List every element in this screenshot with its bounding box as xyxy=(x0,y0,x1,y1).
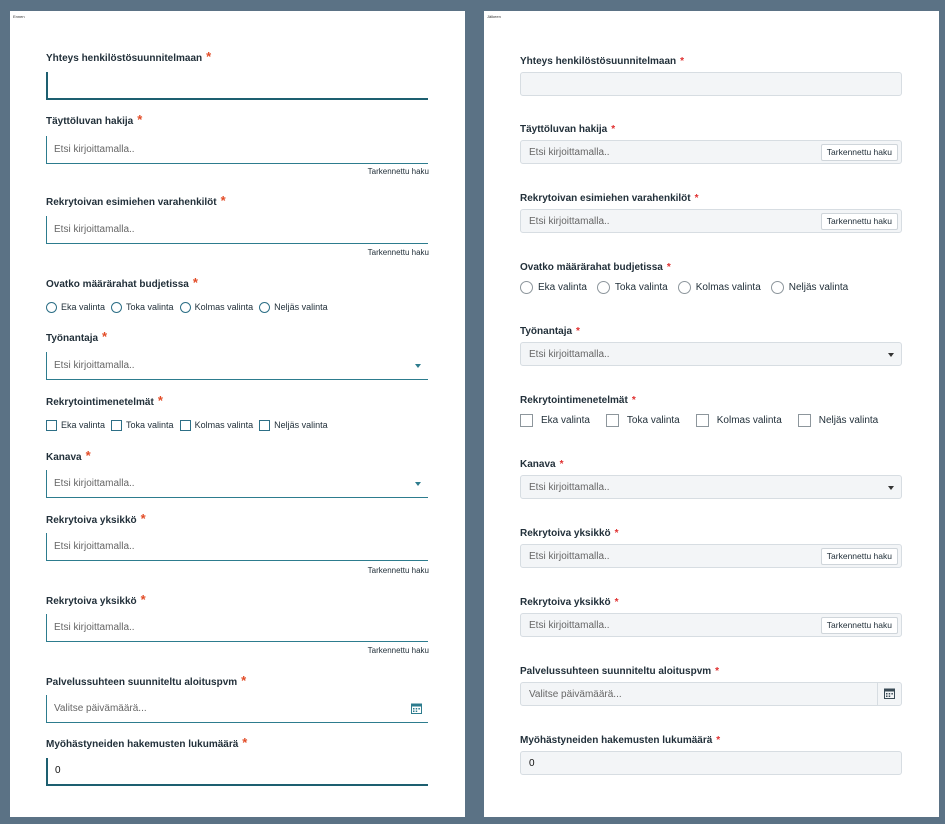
option-label: Eka valinta xyxy=(538,281,587,293)
before-form-panel xyxy=(10,11,465,817)
tayttoluvan-hakija-input[interactable] xyxy=(46,136,428,164)
option-label: Kolmas valinta xyxy=(695,281,761,293)
field-yhteys xyxy=(520,55,910,97)
required-asterisk: * xyxy=(192,275,198,290)
field-tyonantaja xyxy=(520,325,910,367)
field-label: Palvelussuhteen suunniteltu aloituspvm * xyxy=(46,673,247,688)
rekrytoiva-yksikko-input-2[interactable] xyxy=(520,613,902,637)
option-label: Neljäs valinta xyxy=(274,420,328,430)
field-label: Myöhästyneiden hakemusten lukumäärä * xyxy=(46,735,248,750)
advanced-search-button[interactable]: Tarkennettu haku xyxy=(821,213,898,230)
advanced-search-link[interactable]: Tarkennettu haku xyxy=(367,167,429,176)
radio-option[interactable] xyxy=(180,301,254,313)
option-label: Toka valinta xyxy=(614,281,668,293)
radio-option[interactable] xyxy=(771,281,848,294)
field-rekrytoiva-yksikko-2 xyxy=(520,596,910,638)
checkbox-option[interactable] xyxy=(180,419,254,431)
chevron-down-icon[interactable] xyxy=(415,482,421,486)
calendar-button[interactable] xyxy=(877,683,901,705)
field-myohastyneet xyxy=(46,735,436,788)
field-maararahat xyxy=(46,275,436,318)
checkbox-option[interactable] xyxy=(520,414,590,427)
yhteys-input[interactable] xyxy=(520,72,902,96)
required-asterisk: * xyxy=(220,193,226,208)
after-form-panel xyxy=(484,11,939,817)
required-asterisk: * xyxy=(559,459,564,470)
checkbox-option[interactable] xyxy=(798,414,878,427)
input-placeholder: Etsi kirjoittamalla.. xyxy=(54,144,135,155)
advanced-search-button[interactable]: Tarkennettu haku xyxy=(821,548,898,565)
radio-button[interactable] xyxy=(520,281,533,294)
field-label: Rekrytoivan esimiehen varahenkilöt * xyxy=(520,193,699,204)
field-label: Rekrytointimenetelmät * xyxy=(46,393,163,408)
field-rekrytoiva-yksikko-1 xyxy=(46,511,436,578)
required-asterisk: * xyxy=(137,112,143,127)
option-label: Toka valinta xyxy=(126,420,174,430)
field-label: Myöhästyneiden hakemusten lukumäärä * xyxy=(520,735,721,746)
required-asterisk: * xyxy=(157,393,163,408)
option-label: Toka valinta xyxy=(626,414,680,426)
field-aloituspvm xyxy=(46,673,436,726)
option-label: Eka valinta xyxy=(61,302,106,312)
advanced-search-link[interactable]: Tarkennettu haku xyxy=(367,646,429,655)
kanava-dropdown[interactable] xyxy=(520,475,902,499)
option-label: Neljäs valinta xyxy=(818,414,879,426)
checkbox-option[interactable] xyxy=(259,419,328,431)
option-label: Toka valinta xyxy=(126,302,174,312)
field-rekrytointimenetelmat xyxy=(520,394,910,434)
radio-button[interactable] xyxy=(259,302,270,313)
checkbox[interactable] xyxy=(520,414,533,427)
input-placeholder: Valitse päivämäärä... xyxy=(54,703,147,714)
chevron-down-icon[interactable] xyxy=(888,486,894,490)
field-kanava xyxy=(46,448,436,501)
checkbox-option[interactable] xyxy=(111,419,174,431)
field-rekrytointimenetelmat xyxy=(46,393,436,436)
option-label: Kolmas valinta xyxy=(194,302,254,312)
rekrytoiva-yksikko-input-1[interactable] xyxy=(520,544,902,568)
required-asterisk: * xyxy=(85,448,91,463)
varahenkilot-input[interactable] xyxy=(520,209,902,233)
input-placeholder: Etsi kirjoittamalla.. xyxy=(529,482,610,493)
radio-group xyxy=(520,281,858,294)
advanced-search-link[interactable]: Tarkennettu haku xyxy=(367,248,429,257)
chevron-down-icon[interactable] xyxy=(888,353,894,357)
option-label: Kolmas valinta xyxy=(716,414,782,426)
radio-option[interactable] xyxy=(259,301,328,313)
myohastyneet-number-input[interactable] xyxy=(520,751,902,775)
rekrytoiva-yksikko-input-2[interactable] xyxy=(46,614,428,642)
input-placeholder: Etsi kirjoittamalla.. xyxy=(54,622,135,633)
myohastyneet-number-input[interactable] xyxy=(46,758,428,786)
checkbox[interactable] xyxy=(46,420,57,431)
tayttoluvan-hakija-input[interactable] xyxy=(520,140,902,164)
field-label: Ovatko määrärahat budjetissa * xyxy=(520,262,671,273)
required-asterisk: * xyxy=(716,735,721,746)
radio-option[interactable] xyxy=(111,301,174,313)
field-rekrytoiva-yksikko-1 xyxy=(520,527,910,569)
rekrytoiva-yksikko-input-1[interactable] xyxy=(46,533,428,561)
checkbox-option[interactable] xyxy=(46,419,105,431)
panel-caption-before: Ennen xyxy=(13,14,25,19)
required-asterisk: * xyxy=(140,511,146,526)
checkbox[interactable] xyxy=(696,414,709,427)
required-asterisk: * xyxy=(680,56,685,67)
input-placeholder: Etsi kirjoittamalla.. xyxy=(54,360,135,371)
field-label: Kanava * xyxy=(46,448,91,463)
checkbox-option[interactable] xyxy=(696,414,782,427)
radio-button[interactable] xyxy=(771,281,784,294)
field-tayttoluvan-hakija xyxy=(520,123,910,165)
required-asterisk: * xyxy=(242,735,248,750)
panel-caption-after: Jälkeen xyxy=(487,14,501,19)
checkbox[interactable] xyxy=(798,414,811,427)
checkbox[interactable] xyxy=(180,420,191,431)
radio-button[interactable] xyxy=(678,281,691,294)
option-label: Eka valinta xyxy=(541,414,590,426)
required-asterisk: * xyxy=(631,395,636,406)
input-placeholder: Etsi kirjoittamalla.. xyxy=(529,349,610,360)
advanced-search-link[interactable]: Tarkennettu haku xyxy=(367,566,429,575)
input-placeholder: Etsi kirjoittamalla.. xyxy=(54,478,135,489)
advanced-search-button[interactable]: Tarkennettu haku xyxy=(821,144,898,161)
radio-button[interactable] xyxy=(46,302,57,313)
required-asterisk: * xyxy=(614,597,619,608)
yhteys-input[interactable] xyxy=(46,72,428,100)
field-tyonantaja xyxy=(46,329,436,382)
checkbox[interactable] xyxy=(111,420,122,431)
input-placeholder: Etsi kirjoittamalla.. xyxy=(529,551,610,562)
field-label: Täyttöluvan hakija * xyxy=(46,112,143,127)
field-varahenkilot xyxy=(520,192,910,234)
field-label: Rekrytoiva yksikkö * xyxy=(520,528,619,539)
radio-button[interactable] xyxy=(597,281,610,294)
kanava-dropdown[interactable] xyxy=(46,470,428,498)
field-label: Yhteys henkilöstösuunnitelmaan * xyxy=(46,49,212,64)
field-label: Rekrytointimenetelmät * xyxy=(520,395,636,406)
required-asterisk: * xyxy=(666,262,671,273)
field-varahenkilot xyxy=(46,193,436,260)
advanced-search-button[interactable]: Tarkennettu haku xyxy=(821,617,898,634)
input-value: 0 xyxy=(529,758,535,769)
tyonantaja-dropdown[interactable] xyxy=(46,352,428,380)
checkbox[interactable] xyxy=(259,420,270,431)
input-value: 0 xyxy=(55,765,61,776)
field-label: Täyttöluvan hakija * xyxy=(520,124,616,135)
input-placeholder: Etsi kirjoittamalla.. xyxy=(54,541,135,552)
field-label: Kanava * xyxy=(520,459,564,470)
input-placeholder: Etsi kirjoittamalla.. xyxy=(529,216,610,227)
field-label: Työnantaja * xyxy=(520,326,580,337)
radio-option[interactable] xyxy=(520,281,587,294)
field-myohastyneet xyxy=(520,734,910,776)
radio-option[interactable] xyxy=(678,281,761,294)
required-asterisk: * xyxy=(611,124,616,135)
input-placeholder: Etsi kirjoittamalla.. xyxy=(529,620,610,631)
field-label: Rekrytoiva yksikkö * xyxy=(520,597,619,608)
field-aloituspvm xyxy=(520,665,910,707)
calendar-icon xyxy=(884,688,895,699)
input-placeholder: Etsi kirjoittamalla.. xyxy=(529,147,610,158)
field-label: Yhteys henkilöstösuunnitelmaan * xyxy=(520,56,685,67)
checkbox-group xyxy=(46,419,334,431)
required-asterisk: * xyxy=(715,666,720,677)
calendar-icon[interactable] xyxy=(411,703,422,714)
field-rekrytoiva-yksikko-2 xyxy=(46,592,436,659)
field-kanava xyxy=(520,458,910,500)
required-asterisk: * xyxy=(241,673,247,688)
checkbox-group xyxy=(520,414,894,427)
field-tayttoluvan-hakija xyxy=(46,112,436,179)
required-asterisk: * xyxy=(576,326,580,337)
field-yhteys xyxy=(46,49,436,102)
radio-option[interactable] xyxy=(597,281,668,294)
required-asterisk: * xyxy=(102,329,108,344)
aloituspvm-date-input[interactable] xyxy=(520,682,902,706)
option-label: Neljäs valinta xyxy=(788,281,849,293)
tyonantaja-dropdown[interactable] xyxy=(520,342,902,366)
checkbox[interactable] xyxy=(606,414,619,427)
field-maararahat xyxy=(520,261,910,301)
field-label: Palvelussuhteen suunniteltu aloituspvm * xyxy=(520,666,720,677)
field-label: Ovatko määrärahat budjetissa * xyxy=(46,275,198,290)
option-label: Eka valinta xyxy=(61,420,106,430)
radio-button[interactable] xyxy=(111,302,122,313)
option-label: Neljäs valinta xyxy=(274,302,328,312)
field-label: Rekrytoiva yksikkö * xyxy=(46,592,146,607)
radio-group xyxy=(46,301,334,313)
chevron-down-icon[interactable] xyxy=(415,364,421,368)
radio-button[interactable] xyxy=(180,302,191,313)
aloituspvm-date-input[interactable] xyxy=(46,695,428,723)
field-label: Rekrytoiva yksikkö * xyxy=(46,511,146,526)
field-label: Työnantaja * xyxy=(46,329,108,344)
input-placeholder: Etsi kirjoittamalla.. xyxy=(54,224,135,235)
field-label: Rekrytoivan esimiehen varahenkilöt * xyxy=(46,193,226,208)
varahenkilot-input[interactable] xyxy=(46,216,428,244)
required-asterisk: * xyxy=(614,528,619,539)
radio-option[interactable] xyxy=(46,301,105,313)
required-asterisk: * xyxy=(140,592,146,607)
required-asterisk: * xyxy=(694,193,699,204)
option-label: Kolmas valinta xyxy=(194,420,254,430)
checkbox-option[interactable] xyxy=(606,414,680,427)
required-asterisk: * xyxy=(206,49,212,64)
input-placeholder: Valitse päivämäärä... xyxy=(529,689,622,700)
